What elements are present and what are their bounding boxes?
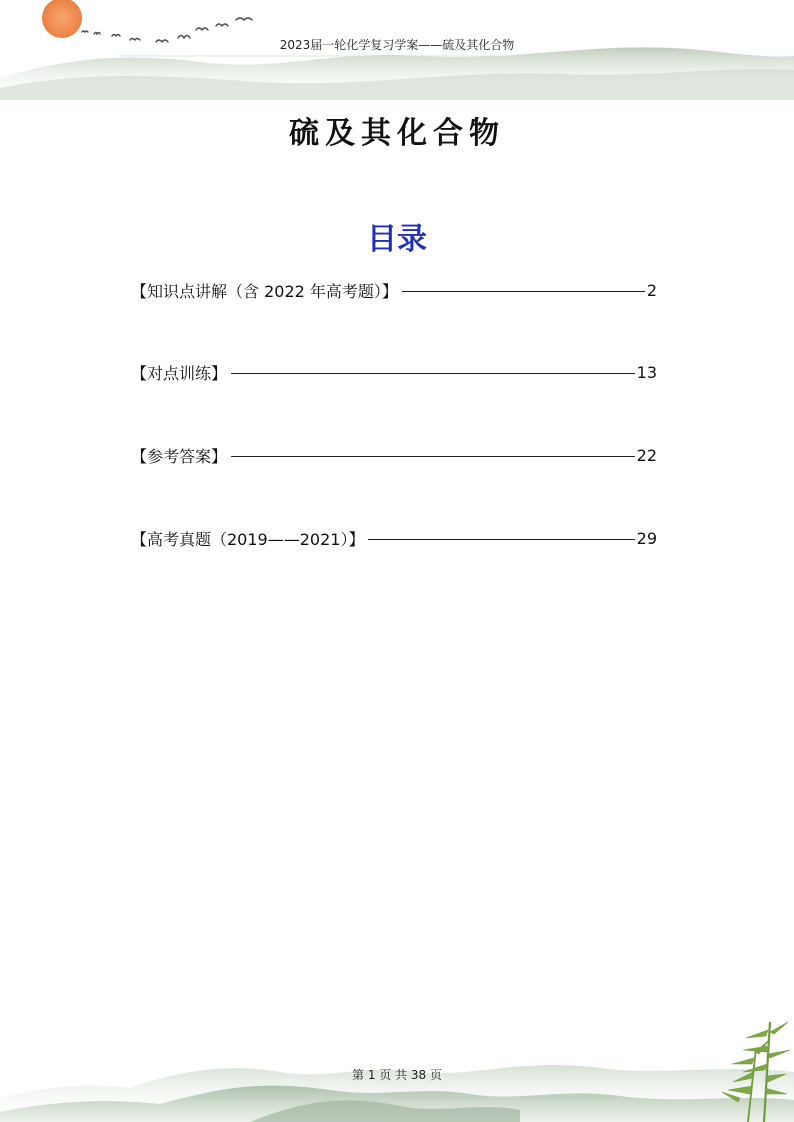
toc-heading: 目录 <box>367 222 427 257</box>
toc-entry-page: 13 <box>636 362 657 382</box>
running-header: 2023届一轮化学复习学案——硫及其化合物 <box>279 38 515 52</box>
toc-leader-line <box>402 291 645 292</box>
toc-entry[interactable] <box>131 278 657 302</box>
toc-entry[interactable] <box>131 526 657 550</box>
footer-landscape-illustration <box>0 1002 794 1122</box>
page-number-footer: 第 1 页 共 38 页 <box>352 1068 442 1082</box>
toc-entry-label: 【参考答案】 <box>131 446 228 466</box>
toc-entry-page: 22 <box>636 445 657 465</box>
toc-entry-page: 29 <box>636 528 657 548</box>
sun-icon <box>42 0 82 38</box>
toc-leader-line <box>231 373 635 374</box>
toc-entry-label: 【知识点讲解（含 2022 年高考题）】 <box>131 281 398 301</box>
toc-leader-line <box>368 539 634 540</box>
document-title: 硫及其化合物 <box>289 116 505 151</box>
toc-entry-page: 2 <box>646 280 657 300</box>
toc-leader-line <box>231 456 635 457</box>
toc-entry-label: 【对点训练】 <box>131 363 228 383</box>
toc-entry-label: 【高考真题（2019——2021）】 <box>131 529 365 549</box>
toc-entry[interactable] <box>131 443 657 467</box>
toc-entry[interactable] <box>131 360 657 384</box>
